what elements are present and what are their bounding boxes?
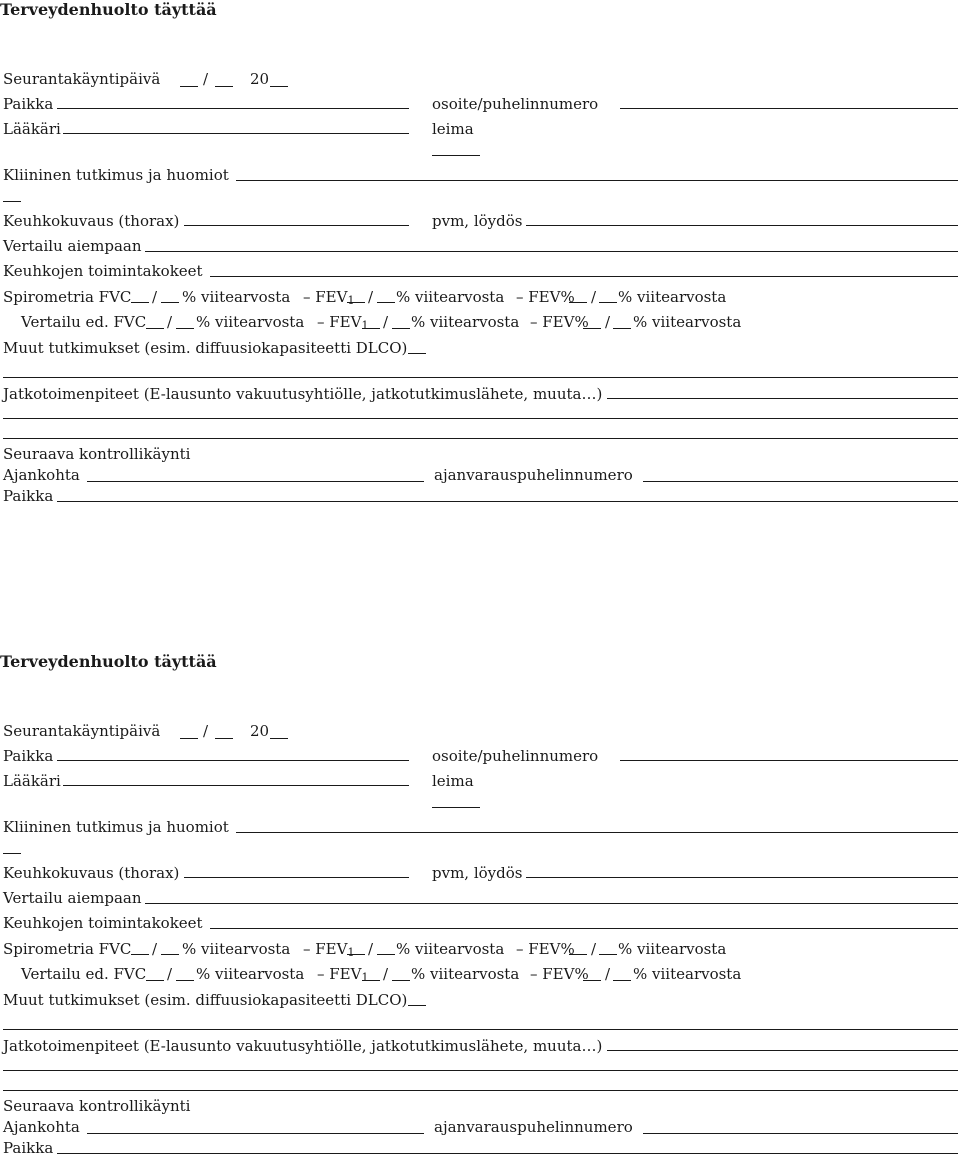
prev-fevpct-ref-label: % viitearvosta: [633, 965, 742, 983]
prev-fevpct-a-field[interactable]: [583, 328, 601, 329]
time-field[interactable]: [87, 1133, 424, 1134]
followup-day-field[interactable]: [180, 738, 198, 739]
spiro-fvc-b-field[interactable]: [161, 954, 179, 955]
prev-fev1-a-field[interactable]: [362, 980, 380, 981]
fev-text: – FEV: [303, 288, 348, 306]
further-actions-label: Jatkotoimenpiteet (E-lausunto vakuutusyhtiölle, jatkotutkimuslähete, muuta…): [3, 1037, 603, 1055]
place-field[interactable]: [57, 760, 409, 761]
prev-fev1-b-field[interactable]: [392, 980, 410, 981]
other-tests-label: Muut tutkimukset (esim. diffuusiokapasiteetti DLCO): [3, 991, 408, 1009]
spiro-fev1-b-field[interactable]: [377, 302, 395, 303]
clinical-exam-field[interactable]: [236, 832, 958, 833]
prev-fevpct-a-field[interactable]: [583, 980, 601, 981]
other-tests-field[interactable]: [408, 1005, 426, 1006]
spiro-fevpct-b-field[interactable]: [599, 954, 617, 955]
doctor-label: Lääkäri: [3, 120, 61, 138]
date-finding-label: pvm, löydös: [432, 864, 523, 882]
followup-month-field[interactable]: [215, 86, 233, 87]
fev-subscript: 1: [361, 319, 369, 332]
fev-subscript: 1: [347, 294, 355, 307]
spiro-fevpct-slash: /: [591, 288, 597, 306]
next-place-label: Paikka: [3, 487, 54, 505]
spiro-fev1-ref-label: % viitearvosta: [396, 288, 505, 306]
followup-month-field[interactable]: [215, 738, 233, 739]
compare-previous-label: Vertailu aiempaan: [3, 237, 142, 255]
next-place-field[interactable]: [57, 1153, 958, 1154]
date-finding-label: pvm, löydös: [432, 212, 523, 230]
prev-fev1-slash: /: [383, 965, 389, 983]
prev-fev1-a-field[interactable]: [362, 328, 380, 329]
spiro-fevpct-slash: /: [591, 940, 597, 958]
spiro-fevpct-label: – FEV%: [516, 940, 575, 958]
prev-fev1-label: [317, 313, 368, 335]
fev-text: – FEV: [303, 940, 348, 958]
stamp-field[interactable]: [432, 155, 480, 156]
followup-day-field[interactable]: [180, 86, 198, 87]
other-tests-label: Muut tutkimukset (esim. diffuusiokapasiteetti DLCO): [3, 339, 408, 357]
prev-fevpct-label: – FEV%: [530, 313, 589, 331]
next-visit-label: Seuraava kontrollikäynti: [3, 1097, 191, 1115]
address-phone-field[interactable]: [620, 760, 958, 761]
fev-text: – FEV: [317, 965, 362, 983]
prev-fvc-ref-label: % viitearvosta: [196, 313, 305, 331]
prev-fev1-b-field[interactable]: [392, 328, 410, 329]
spiro-fvc-ref-label: % viitearvosta: [182, 940, 291, 958]
prev-fvc-a-field[interactable]: [146, 980, 164, 981]
clinical-exam-label: Kliininen tutkimus ja huomiot: [3, 818, 229, 836]
spiro-fev1-a-field[interactable]: [347, 954, 365, 955]
time-label: Ajankohta: [3, 466, 80, 484]
prev-fevpct-ref-label: % viitearvosta: [633, 313, 742, 331]
clinical-exam-extra-line[interactable]: [3, 853, 21, 854]
fev-subscript: 1: [347, 946, 355, 959]
lung-function-field[interactable]: [210, 928, 958, 929]
prev-fvc-ref-label: % viitearvosta: [196, 965, 305, 983]
prev-fevpct-b-field[interactable]: [613, 328, 631, 329]
spirometry-label: Spirometria FVC: [3, 940, 132, 958]
lung-function-label: Keuhkojen toimintakokeet: [3, 262, 203, 280]
stamp-field[interactable]: [432, 807, 480, 808]
place-label: Paikka: [3, 95, 54, 113]
followup-year-field[interactable]: [270, 738, 288, 739]
further-actions-line-2[interactable]: [3, 418, 958, 419]
doctor-label: Lääkäri: [3, 772, 61, 790]
prev-fvc-slash: /: [167, 965, 173, 983]
followup-date-label: Seurantakäyntipäivä: [3, 722, 161, 740]
form-title: Terveydenhuolto täyttää: [0, 0, 217, 19]
address-phone-field[interactable]: [620, 108, 958, 109]
place-label: Paikka: [3, 747, 54, 765]
spiro-fevpct-a-field[interactable]: [569, 302, 587, 303]
booking-phone-label: ajanvarauspuhelinnumero: [434, 1118, 633, 1136]
compare-prev-fvc-label: Vertailu ed. FVC: [21, 965, 147, 983]
date-separator: /: [203, 70, 209, 88]
stamp-label: leima: [432, 120, 474, 138]
prev-fev1-slash: /: [383, 313, 389, 331]
time-field[interactable]: [87, 481, 424, 482]
spiro-fevpct-b-field[interactable]: [599, 302, 617, 303]
date-separator: /: [203, 722, 209, 740]
year-prefix: 20: [250, 722, 270, 740]
chest-xray-field[interactable]: [184, 225, 409, 226]
address-phone-label: osoite/puhelinnumero: [432, 747, 599, 765]
compare-previous-field[interactable]: [145, 903, 958, 904]
other-tests-extra-line[interactable]: [3, 377, 958, 378]
time-label: Ajankohta: [3, 1118, 80, 1136]
chest-xray-label: Keuhkokuvaus (thorax): [3, 864, 180, 882]
date-finding-field[interactable]: [526, 225, 958, 226]
spiro-fvc-slash: /: [152, 940, 158, 958]
prev-fvc-b-field[interactable]: [176, 980, 194, 981]
spiro-fev1-label: [303, 940, 354, 962]
chest-xray-field[interactable]: [184, 877, 409, 878]
spiro-fev1-slash: /: [368, 288, 374, 306]
address-phone-label: osoite/puhelinnumero: [432, 95, 599, 113]
compare-previous-label: Vertailu aiempaan: [3, 889, 142, 907]
followup-year-field[interactable]: [270, 86, 288, 87]
prev-fvc-slash: /: [167, 313, 173, 331]
prev-fvc-a-field[interactable]: [146, 328, 164, 329]
compare-prev-fvc-label: Vertailu ed. FVC: [21, 313, 147, 331]
spiro-fev1-ref-label: % viitearvosta: [396, 940, 505, 958]
further-actions-line-3[interactable]: [3, 438, 958, 439]
further-actions-line-3[interactable]: [3, 1090, 958, 1091]
prev-fevpct-b-field[interactable]: [613, 980, 631, 981]
spiro-fevpct-label: – FEV%: [516, 288, 575, 306]
compare-previous-field[interactable]: [145, 251, 958, 252]
clinical-exam-field[interactable]: [236, 180, 958, 181]
spiro-fev1-b-field[interactable]: [377, 954, 395, 955]
fev-subscript: 1: [361, 971, 369, 984]
date-finding-field[interactable]: [526, 877, 958, 878]
spiro-fev1-label: [303, 288, 354, 310]
clinical-exam-label: Kliininen tutkimus ja huomiot: [3, 166, 229, 184]
further-actions-line-2[interactable]: [3, 1070, 958, 1071]
further-actions-field[interactable]: [607, 398, 958, 399]
spiro-fvc-ref-label: % viitearvosta: [182, 288, 291, 306]
booking-phone-label: ajanvarauspuhelinnumero: [434, 466, 633, 484]
spiro-fvc-b-field[interactable]: [161, 302, 179, 303]
prev-fvc-b-field[interactable]: [176, 328, 194, 329]
spiro-fvc-a-field[interactable]: [131, 954, 149, 955]
further-actions-label: Jatkotoimenpiteet (E-lausunto vakuutusyhtiölle, jatkotutkimuslähete, muuta…): [3, 385, 603, 403]
form-title: Terveydenhuolto täyttää: [0, 652, 217, 671]
stamp-label: leima: [432, 772, 474, 790]
prev-fev1-ref-label: % viitearvosta: [411, 313, 520, 331]
year-prefix: 20: [250, 70, 270, 88]
prev-fev1-ref-label: % viitearvosta: [411, 965, 520, 983]
doctor-field[interactable]: [63, 133, 409, 134]
prev-fevpct-label: – FEV%: [530, 965, 589, 983]
spirometry-label: Spirometria FVC: [3, 288, 132, 306]
other-tests-field[interactable]: [408, 353, 426, 354]
spiro-fvc-slash: /: [152, 288, 158, 306]
fev-text: – FEV: [317, 313, 362, 331]
place-field[interactable]: [57, 108, 409, 109]
clinical-exam-extra-line[interactable]: [3, 201, 21, 202]
spiro-fev1-slash: /: [368, 940, 374, 958]
lung-function-label: Keuhkojen toimintakokeet: [3, 914, 203, 932]
spiro-fevpct-ref-label: % viitearvosta: [618, 940, 727, 958]
spiro-fevpct-a-field[interactable]: [569, 954, 587, 955]
next-place-label: Paikka: [3, 1139, 54, 1157]
prev-fevpct-slash: /: [605, 965, 611, 983]
lung-function-field[interactable]: [210, 276, 958, 277]
booking-phone-field[interactable]: [643, 481, 958, 482]
spiro-fevpct-ref-label: % viitearvosta: [618, 288, 727, 306]
next-visit-label: Seuraava kontrollikäynti: [3, 445, 191, 463]
booking-phone-field[interactable]: [643, 1133, 958, 1134]
spiro-fvc-a-field[interactable]: [131, 302, 149, 303]
further-actions-field[interactable]: [607, 1050, 958, 1051]
other-tests-extra-line[interactable]: [3, 1029, 958, 1030]
followup-date-label: Seurantakäyntipäivä: [3, 70, 161, 88]
prev-fevpct-slash: /: [605, 313, 611, 331]
doctor-field[interactable]: [63, 785, 409, 786]
spiro-fev1-a-field[interactable]: [347, 302, 365, 303]
next-place-field[interactable]: [57, 501, 958, 502]
chest-xray-label: Keuhkokuvaus (thorax): [3, 212, 180, 230]
prev-fev1-label: [317, 965, 368, 987]
